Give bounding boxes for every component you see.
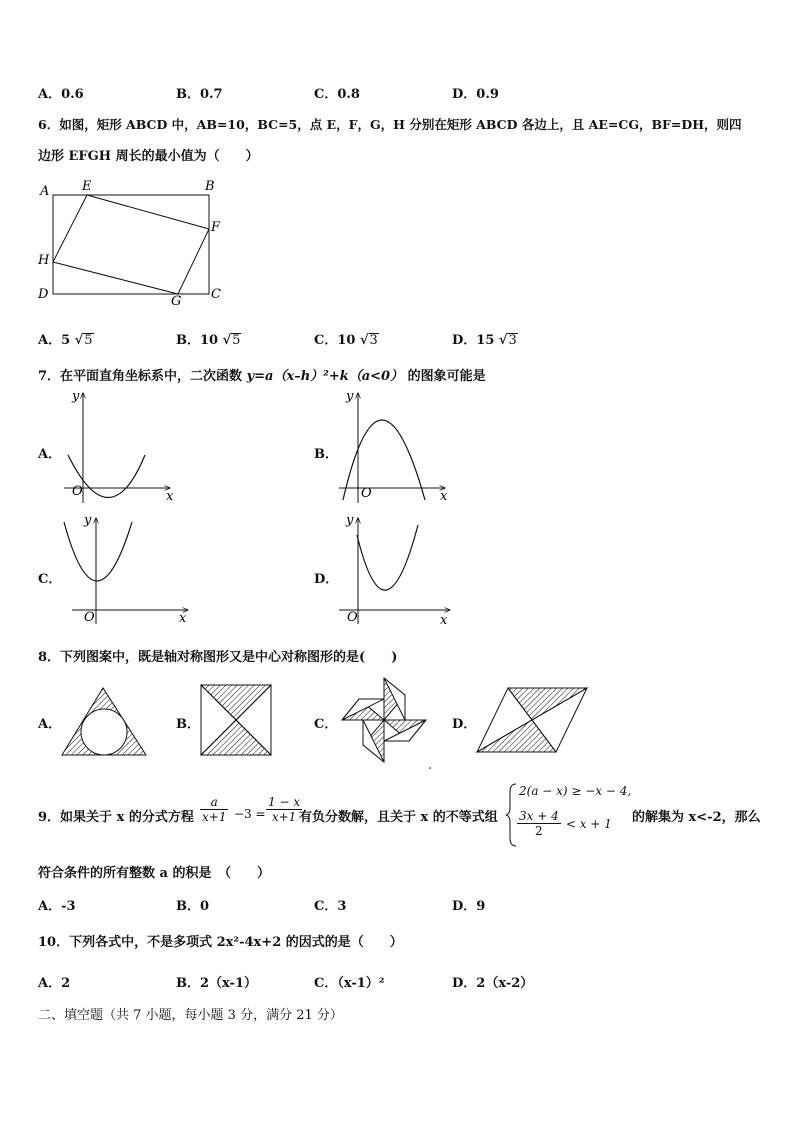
q8-option-c-label: C． — [314, 717, 338, 732]
q6-stem-line2: 边形 EFGH 周长的最小值为（ ） — [38, 149, 259, 164]
q7-stem-pre: 7．在平面直角坐标系中，二次函数 — [38, 369, 247, 384]
q6-option-d: D．15 √3 — [452, 333, 517, 348]
label-f: F — [211, 220, 221, 235]
q6-a-radicand: 5 — [84, 333, 93, 348]
q9-ineq2-den: 2 — [535, 824, 543, 838]
label-c: C — [211, 287, 221, 302]
q7-stem-post: 的图象可能是 — [403, 369, 486, 384]
q8-stem: 8．下列图案中，既是轴对称图形又是中心对称图形的是( ) — [38, 650, 398, 665]
q9-ineq2-num: 3x + 4 — [519, 809, 559, 823]
q8-option-b-label: B． — [176, 717, 200, 732]
q9-f2-den: x+1 — [271, 810, 297, 824]
label-g: G — [171, 294, 182, 309]
q10-option-c: C．（x-1）² — [314, 976, 385, 991]
q6-d-radicand: 3 — [508, 333, 517, 348]
graph-c-origin: O — [84, 610, 95, 625]
q9-option-b: B．0 — [176, 899, 210, 914]
q9-line2: 符合条件的所有整数 a 的积是 （ ） — [38, 866, 270, 881]
q10-option-b: B．2（x-1） — [176, 976, 257, 991]
q10-option-d: D．2（x-2） — [452, 976, 534, 991]
q6-b-radicand: 5 — [232, 333, 241, 348]
q9-option-a: A．-3 — [38, 899, 76, 914]
q6-a-coef: A．5 — [38, 333, 71, 348]
q9-ineq2 — [517, 809, 612, 838]
label-b: B — [205, 179, 215, 194]
section-2-title: 二、填空题（共 7 小题，每小题 3 分，满分 21 分） — [38, 1008, 343, 1023]
q6-option-b: B．10 √5 — [176, 333, 241, 348]
q7-option-a-label: A． — [38, 447, 62, 462]
label-h: H — [38, 253, 50, 268]
q9-f1-den: x+1 — [202, 810, 227, 824]
q9-ineq2-rest: < x + 1 — [565, 817, 612, 831]
q6-option-a: A．5 √5 — [38, 333, 93, 348]
graph-b-x-label: x — [440, 489, 448, 504]
q6-c-coef: C．10 — [314, 333, 356, 348]
q6-option-c: C．10 √3 — [314, 333, 378, 348]
q5-option-b: B．0.7 — [176, 87, 223, 102]
q6-d-coef: D．15 — [452, 333, 495, 348]
q6-b-coef: B．10 — [176, 333, 219, 348]
graph-a-y-label: y — [72, 389, 80, 404]
q5-option-a: A．0.6 — [38, 87, 84, 102]
graph-c-y-label: y — [84, 513, 92, 528]
graph-d-y-label: y — [346, 513, 354, 528]
q5-option-c: C．0.8 — [314, 87, 360, 102]
q9-option-c: C．3 — [314, 899, 347, 914]
q6-c-radicand: 3 — [369, 333, 378, 348]
graph-a-origin: O — [72, 484, 83, 499]
q8-option-d-label: D． — [452, 717, 477, 732]
q10-stem: 10．下列各式中，不是多项式 2x²-4x+2 的因式的是（ ） — [38, 935, 403, 950]
label-a: A — [40, 184, 50, 199]
q9-ineq1: 2(a − x) ≥ −x − 4, — [519, 784, 632, 798]
label-d: D — [38, 287, 49, 302]
q5-option-d: D．0.9 — [452, 87, 499, 102]
label-e: E — [82, 179, 92, 194]
q8-option-a-label: A． — [38, 717, 62, 732]
q9-post: 的解集为 x<-2，那么 — [632, 810, 761, 825]
q10-option-a: A．2 — [38, 976, 71, 991]
q9-option-d: D．9 — [452, 899, 486, 914]
graph-b-y-label: y — [346, 389, 354, 404]
q9-f1-num: a — [200, 795, 228, 810]
q7-stem-formula: y=a（x–h）²+k（a<0） — [246, 369, 404, 384]
graph-d-x-label: x — [440, 613, 448, 628]
q7-option-c-label: C． — [38, 572, 62, 587]
q9-minus3: −3 = — [234, 807, 266, 821]
q9-pre: 9．如果关于 x 的分式方程 — [38, 810, 194, 825]
q9-f2-num: 1 − x — [268, 795, 301, 809]
graph-b-origin: O — [361, 486, 372, 501]
q9-mid: 有负分数解，且关于 x 的不等式组 — [299, 810, 498, 825]
q7-option-b-label: B． — [314, 447, 338, 462]
graph-c-x-label: x — [179, 611, 187, 626]
q7-option-d-label: D． — [314, 572, 339, 587]
q6-stem-line1: 6．如图，矩形 ABCD 中，AB=10，BC=5，点 E，F，G，H 分别在矩形 ABCD 各边上，且 AE=CG，BF=DH，则四 — [38, 117, 742, 132]
graph-a-x-label: x — [166, 489, 174, 504]
graph-d-origin: O — [347, 610, 358, 625]
